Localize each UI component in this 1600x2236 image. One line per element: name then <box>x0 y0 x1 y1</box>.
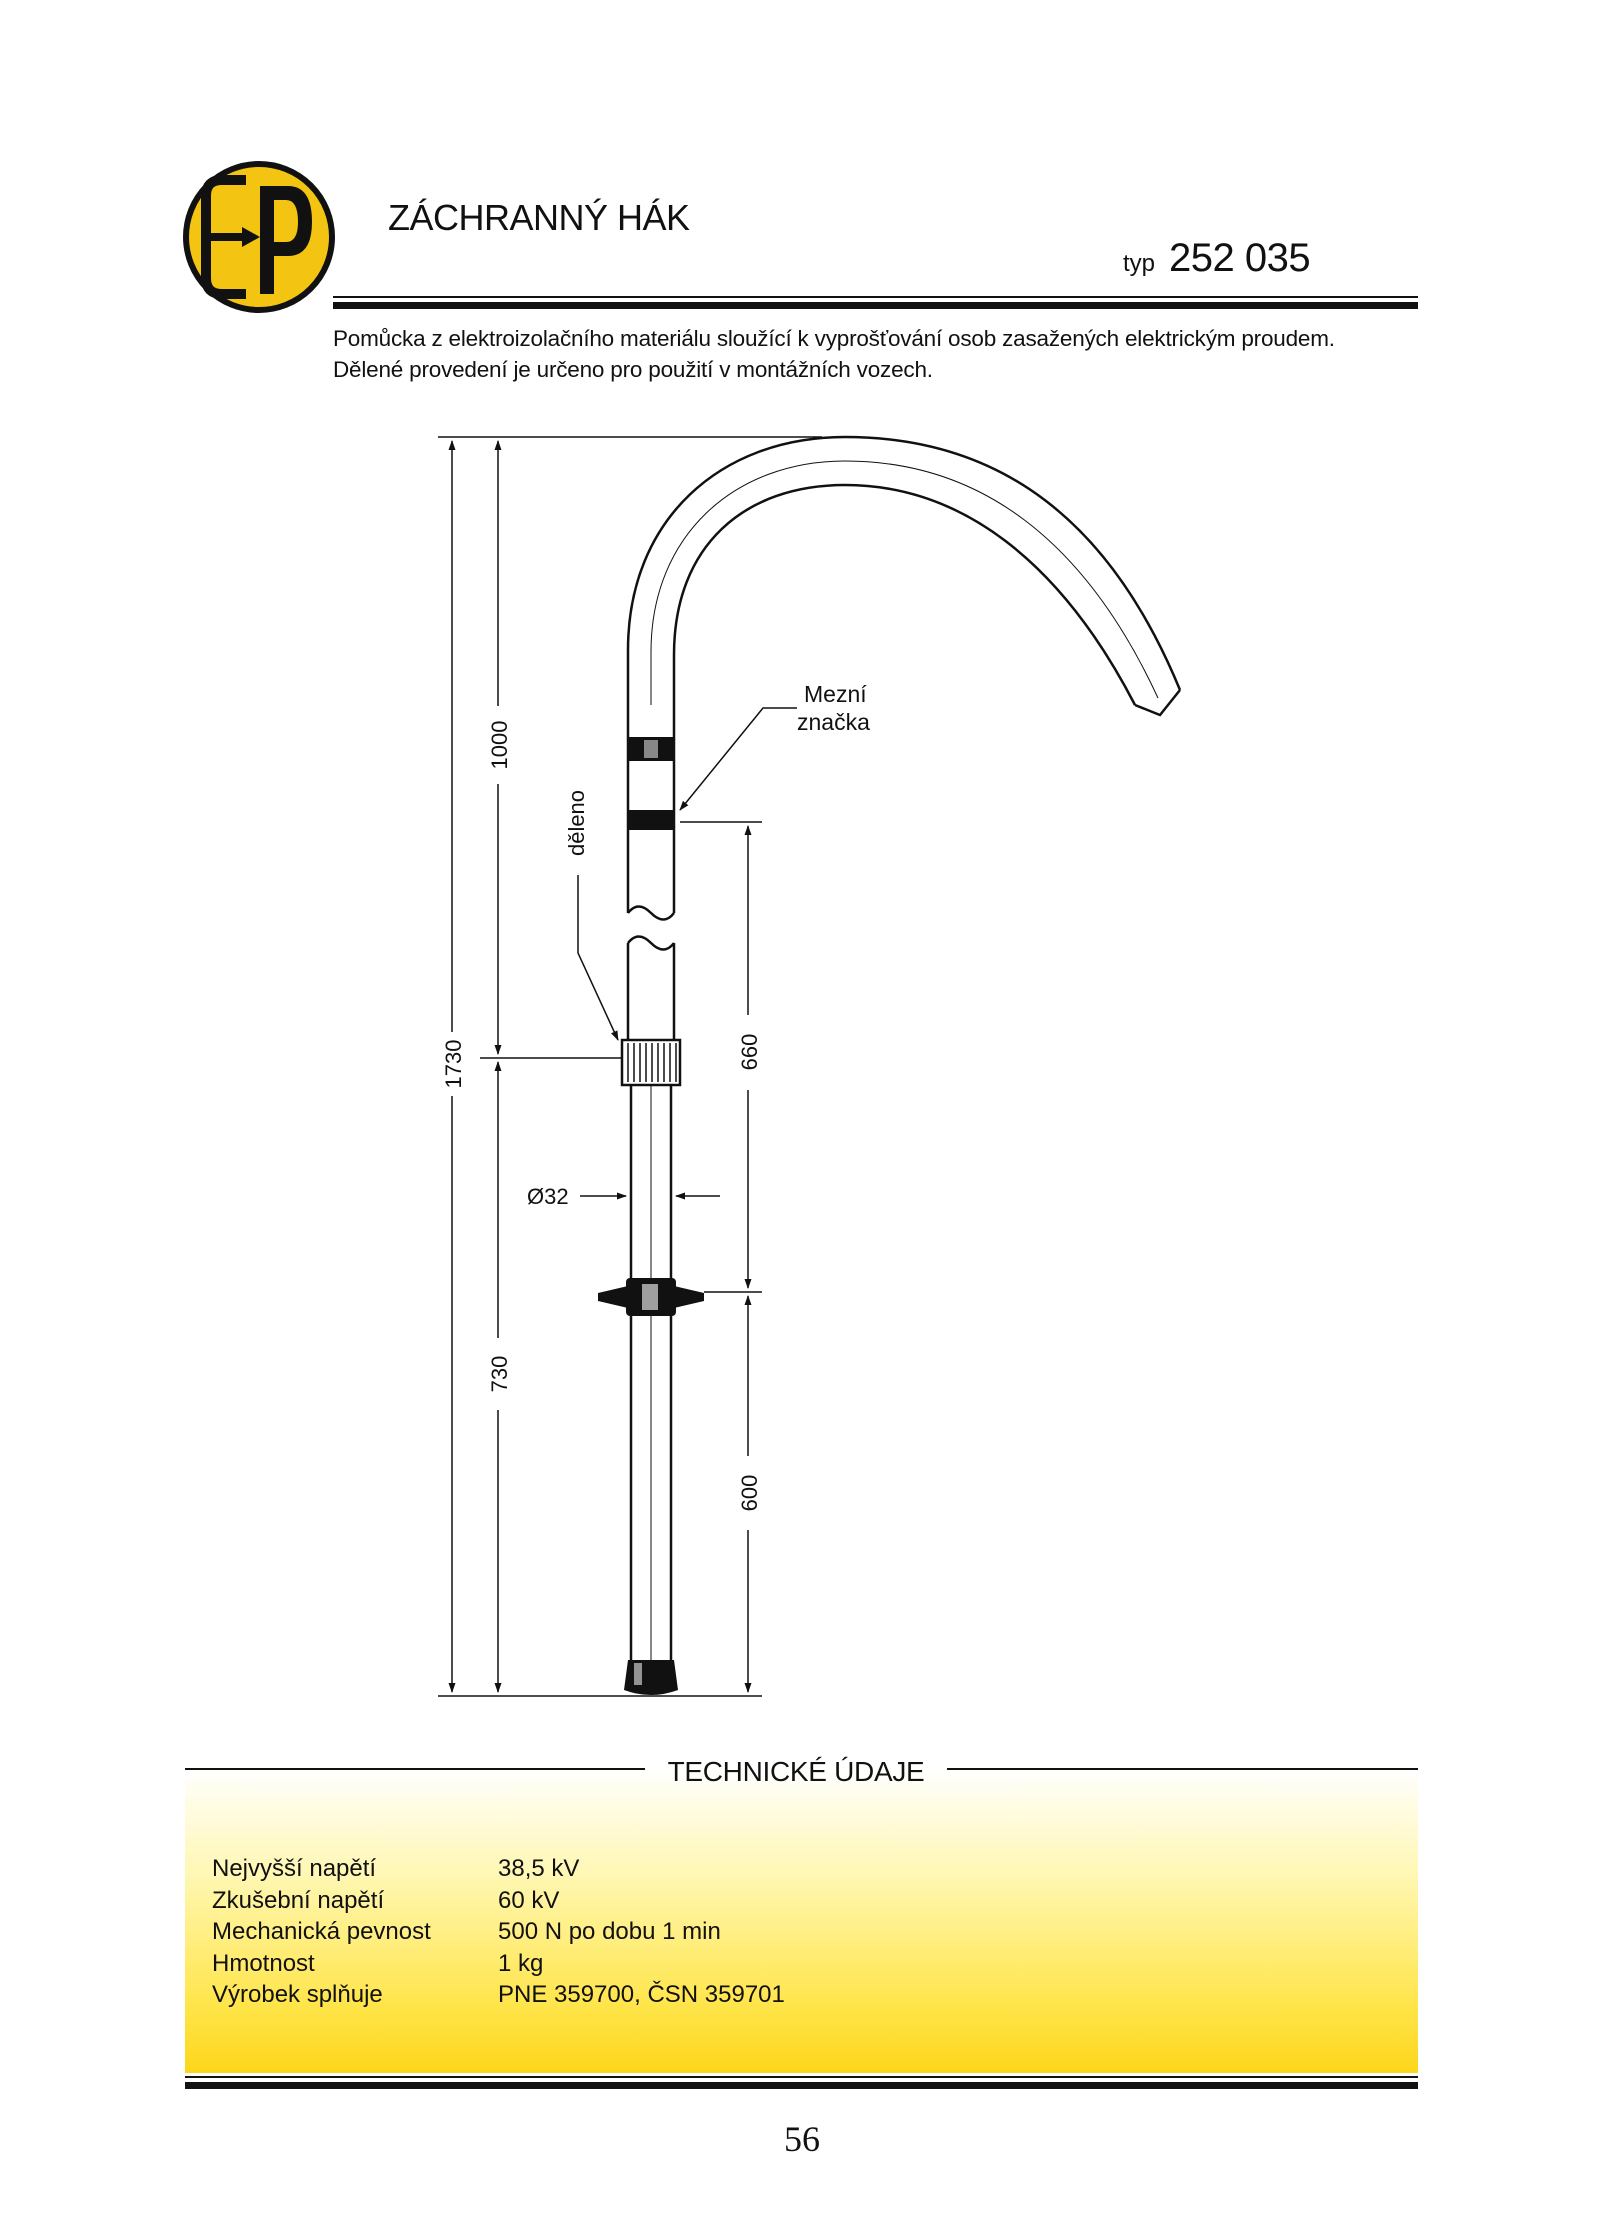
dimension-label-upper: 1000 <box>487 720 512 770</box>
technical-table <box>212 1853 785 2011</box>
diameter-label: Ø32 <box>527 1184 569 1209</box>
dimension-label-total: 1730 <box>441 1039 466 1089</box>
end-cap <box>624 1660 678 1695</box>
technical-value: 1 kg <box>498 1949 544 1977</box>
upper-pole <box>628 705 674 913</box>
hand-guard <box>598 1278 704 1316</box>
technical-heading: TECHNICKÉ ÚDAJE <box>667 1756 925 1787</box>
break-top <box>628 907 674 920</box>
technical-row <box>212 1948 785 1980</box>
technical-label: Nejvyšší napětí <box>212 1855 377 1882</box>
page-title: ZÁCHRANNÝ HÁK <box>388 197 690 238</box>
type-label: typ <box>1123 250 1156 277</box>
limit-mark-leader <box>680 708 797 810</box>
technical-value: PNE 359700, ČSN 359701 <box>498 1981 785 2008</box>
dimension-label-lower: 730 <box>487 1355 512 1393</box>
type-number: 252 035 <box>1169 236 1311 280</box>
break-bottom <box>628 937 674 950</box>
hook-outline <box>628 437 1180 715</box>
split-label: děleno <box>564 789 589 857</box>
dimension-label-guard-to-end: 600 <box>737 1474 762 1512</box>
dimension-label-mark-to-guard: 660 <box>737 1033 762 1071</box>
technical-row <box>212 1979 785 2011</box>
coupling-sleeve <box>622 1040 680 1085</box>
technical-label: Výrobek splňuje <box>212 1981 383 2008</box>
technical-row <box>212 1853 785 1885</box>
technical-label: Zkušební napětí <box>212 1886 385 1914</box>
technical-value: 500 N po dobu 1 min <box>498 1918 721 1945</box>
limit-mark-label-line1: Mezní <box>804 681 867 707</box>
technical-label: Mechanická pevnost <box>212 1918 431 1945</box>
technical-row <box>212 1916 785 1948</box>
technical-label: Hmotnost <box>212 1949 315 1977</box>
limit-mark-label-line2: značka <box>797 709 870 735</box>
limit-band-lower <box>628 810 674 830</box>
technical-row <box>212 1885 785 1917</box>
technical-rule-left <box>185 1768 645 1770</box>
split-leader <box>578 875 618 1040</box>
page-number: 56 <box>784 2119 820 2159</box>
footer-rule-thin <box>185 2076 1418 2078</box>
technical-value: 38,5 kV <box>498 1855 580 1882</box>
technical-rule-right <box>947 1768 1418 1770</box>
description-line: Dělené provedení je určeno pro použití v montážních vozech. <box>333 357 933 382</box>
technical-value: 60 kV <box>498 1886 560 1914</box>
footer-rule-thick <box>185 2082 1418 2089</box>
description-line: Pomůcka z elektroizolačního materiálu sloužící k vyprošťování osob zasažených elektrickým proudem. <box>333 326 1335 351</box>
